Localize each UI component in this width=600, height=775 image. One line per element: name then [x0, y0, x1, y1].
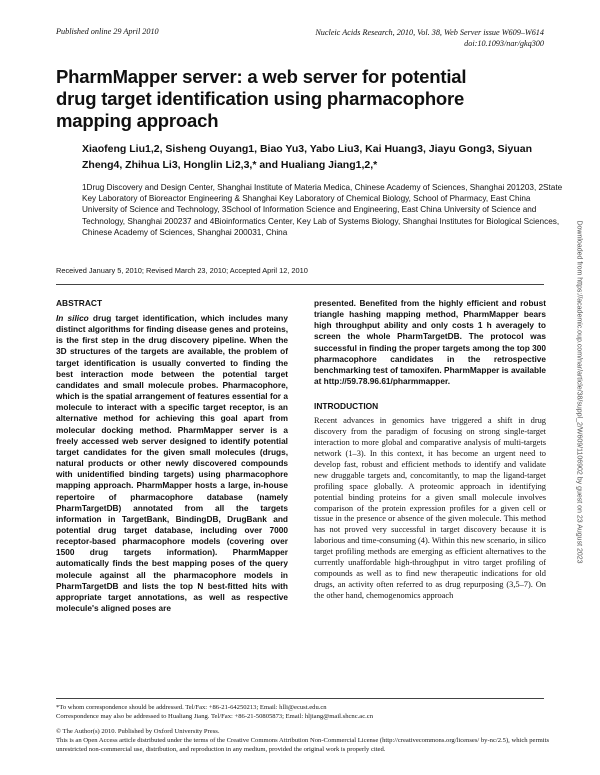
- affiliations: 1Drug Discovery and Design Center, Shanghai Institute of Materia Medica, Chinese Academy of Sciences, Shanghai 201203, 2State Key Laboratory of Bioreactor Engineering & Shanghai Key Laboratory of Chemical Biology, School of Pharmacy, East China University of Science and Technology, 3School of Information Science and Engineering, East China University of Science and Technology, Shanghai 200237 and 4Bioinformatics Center, Key Lab of Systems Biology, Shanghai Institutes for Biological Sciences, Chinese Academy of Sciences, Shanghai 200031, China: [82, 183, 563, 237]
- download-watermark: Downloaded from https://academic.oup.com/nar/article/38/suppl_2/W609/1106902 by guest on 23 August 2023: [575, 220, 583, 564]
- footnote-divider: [56, 698, 544, 699]
- license: This is an Open Access article distributed under the terms of the Creative Commons Attribution Non-Commercial License (http://creativecommons.org/licenses/ by-nc/2.5), which permits unrestricted non-commercial use, distribution, and reproduction in any medium, provided the original work is properly cited.: [56, 737, 550, 753]
- correspondence-2: Correspondence may also be addressed to Hualiang Jiang. Tel/Fax: +86-21-50805873; Email: hljiang@mail.shcnc.ac.cn: [56, 713, 374, 720]
- right-column: [314, 298, 546, 602]
- left-column: [56, 298, 288, 614]
- abstract-body: drug target identification, which includes many distinct algorithms for finding disease genes and proteins, is the first step in the drug discovery pipeline. When the 3D structures of the targets are available, the problem of target identification is usually converted to finding the best interaction mode between the potential target candidates and small molecule probes. Pharmacophore, which is the spatial arrangement of features essential for a molecule to interact with a specific target receptor, is an alternative method for achieving this goal apart from molecular docking method. PharmMapper server is a freely accessed web server designed to identify potential target candidates for the given small molecules (drugs, natural products or other newly discovered compounds with unidentified binding targets) using pharmacophore mapping approach. PharmMapper hosts a large, in-house repertoire of pharmacophore database (namely PharmTargetDB) annotated from all the targets information in TargetBank, BindingDB, DrugBank and potential drug target database, including over 7000 receptor-based pharmacophore models (covering over 1500 drug targets information). PharmMapper automatically finds the best mapping poses of the query molecule against all the pharmacophore models in PharmTargetDB and lists the top N best-fitted hits with appropriate target annotations, as well as respective molecule's aligned poses are: [56, 313, 288, 614]
- correspondence-1: *To whom correspondence should be addressed. Tel/Fax: +86-21-64250213; Email: hlli@ecust.edu.cn: [56, 704, 327, 711]
- header-divider: [56, 284, 544, 285]
- abstract-lead: In silico: [56, 313, 89, 323]
- paper-title: PharmMapper server: a web server for potential drug target identification using pharmacophore mapping approach: [56, 66, 467, 131]
- author-list: Xiaofeng Liu1,2, Sisheng Ouyang1, Biao Yu3, Yabo Liu3, Kai Huang3, Jiayu Gong3, Siyuan Zheng4, Zhihua Li3, Honglin Li2,3,* and Hualiang Jiang1,2,*: [82, 143, 533, 171]
- footnotes: [56, 703, 556, 754]
- abstract-text: [56, 313, 288, 614]
- doi: doi:10.1093/nar/gkq300: [464, 39, 544, 48]
- received-dates: Received January 5, 2010; Revised March 23, 2010; Accepted April 12, 2010: [56, 266, 308, 275]
- journal-citation: [315, 27, 544, 49]
- copyright: © The Author(s) 2010. Published by Oxford University Press.: [56, 728, 220, 735]
- publication-date: Published online 29 April 2010: [56, 27, 159, 36]
- introduction-text: Recent advances in genomics have triggered a shift in drug discovery from the paradigm of focusing on strong single-target interaction to more global and comparative analysis of multi-targets network (1–3). In this context, it has become an urgent need to develop fast, robust and efficient methods to identify and validate new druggable targets and, concomitantly, to map the ligand-target profiling space globally. A proteomic approach in identifying potential binding proteins for a given small molecule involves comparison of the protein expression profiles for a given cell or tissue in the presence or absence of the given molecule. This method has not proved very successful in target discovery because it is laborious and time-consuming (4). Within this new scenario, in silico target profiling methods are emerging as efficient alternatives to the currently unaffordable high-throughput in vitro target profiling of compounds as well as to find new therapeutic indications for old drugs, an activity often referred to as drug repurposing (3,5–7). On the other hand, chemogenomics approach: [314, 416, 546, 600]
- introduction-heading: INTRODUCTION: [314, 401, 379, 412]
- abstract-continued: presented. Benefited from the highly efficient and robust triangle hashing mapping method, PharmMapper bears high throughput ability and only costs 1 h averagely to screen the whole PharmTargetDB. The protocol was successful in finding the proper targets among the top 300 pharmacophore candidates in the retrospective benchmarking test of tamoxifen. PharmMapper is available at http://59.78.96.61/pharmmapper.: [314, 298, 546, 387]
- journal-info: Nucleic Acids Research, 2010, Vol. 38, Web Server issue W609–W614: [315, 28, 544, 37]
- abstract-heading: ABSTRACT: [56, 298, 103, 308]
